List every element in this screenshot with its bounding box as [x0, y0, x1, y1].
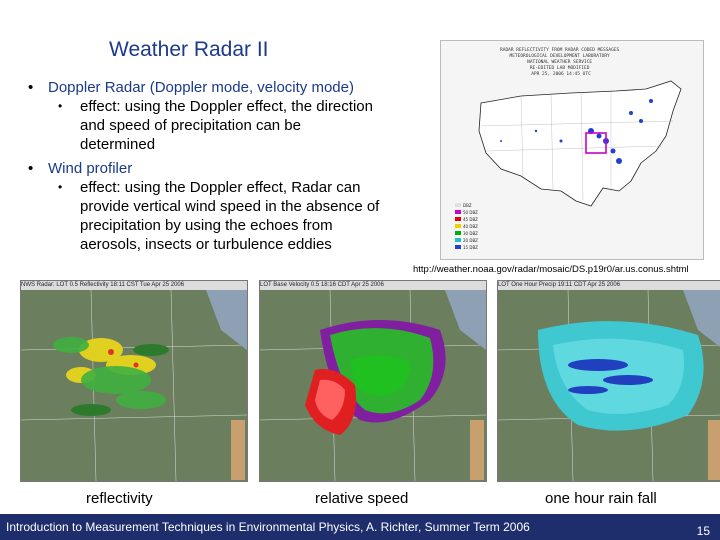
radar-header: LOT One Hour Precip 19:11 CDT Apr 25 2006 [498, 281, 720, 290]
svg-text:50 DBZ: 50 DBZ [463, 210, 478, 215]
velocity-map-image [260, 290, 486, 481]
caption-relative-speed: relative speed [315, 490, 409, 507]
radar-image-rainfall [497, 280, 720, 482]
sub-bullet-marker: • [58, 180, 63, 194]
sub-bullet-text: effect: using the Doppler effect, Radar can provide vertical wind speed in the absence of precipitation by using the echoes from aerosols, insects or turbulence eddies [80, 179, 380, 253]
sub-bullet-text: effect: using the Doppler effect, the direction and speed of precipitation can be determined [80, 98, 373, 153]
us-radar-mosaic-map [440, 40, 704, 260]
map-caption: RADAR REFLECTIVITY FROM RADAR CODED MESSAGES METEOROLOGICAL DEVELOPMENT LABORATORY NATIONAL WEATHER SERVICE RE-EDITED LAB MODIFIED APR 25, 2006 14:45 UTC [500, 48, 620, 77]
caption-rainfall: one hour rain fall [545, 490, 657, 507]
radar-header: LOT Base Velocity 0.5 18:16 CDT Apr 25 2006 [260, 281, 486, 290]
svg-text:40 DBZ: 40 DBZ [463, 224, 478, 229]
svg-text:30 DBZ: 30 DBZ [463, 231, 478, 236]
footer-text: Introduction to Measurement Techniques in Environmental Physics, A. Richter, Summer Term 2006 [6, 520, 530, 534]
bullet-marker: • [28, 79, 34, 96]
svg-text:20 DBZ: 20 DBZ [463, 238, 478, 243]
svg-text:DBZ: DBZ [463, 203, 472, 208]
bullet-head: Wind profiler [48, 160, 133, 177]
caption-reflectivity: reflectivity [86, 490, 153, 507]
radar-header: NWS Radar: LOT 0.5 Reflectivity 18:11 CST Tue Apr 25 2006 [21, 281, 247, 290]
reflectivity-map-image [21, 290, 247, 481]
radar-image-velocity [259, 280, 487, 482]
svg-text:15 DBZ: 15 DBZ [463, 245, 478, 250]
page-number: 15 [696, 524, 710, 538]
radar-image-reflectivity [20, 280, 248, 482]
bullet-marker: • [28, 160, 34, 177]
footer-bar [0, 514, 720, 540]
bullet-head-rest: (Doppler mode, velocity mode) [145, 79, 354, 96]
bullet-head: Doppler Radar [48, 79, 146, 96]
svg-text:45 DBZ: 45 DBZ [463, 217, 478, 222]
sub-bullet-marker: • [58, 99, 63, 113]
rainfall-map-image [498, 290, 720, 481]
us-map-image [441, 41, 703, 259]
source-url: http://weather.noaa.gov/radar/mosaic/DS.p19r0/ar.us.conus.shtml [413, 264, 689, 275]
slide-title: Weather Radar II [109, 38, 269, 61]
